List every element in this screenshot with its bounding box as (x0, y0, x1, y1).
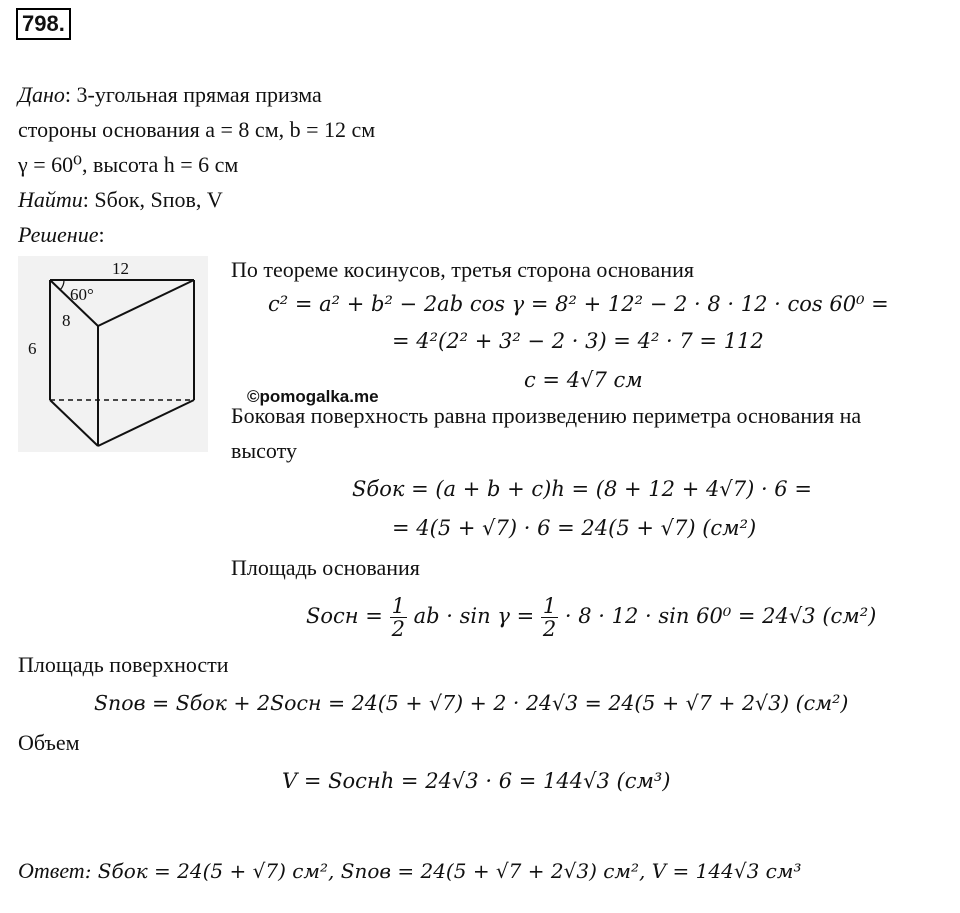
given-line-2: стороны основания a = 8 см, b = 12 см (18, 117, 376, 142)
fraction-denominator-2: 2 (542, 617, 557, 641)
solution-colon: : (98, 222, 105, 247)
equation-base-lhs: Sосн = (306, 604, 383, 628)
given-line-3: γ = 60⁰, высота h = 6 см (18, 152, 239, 177)
fraction-one-half (390, 595, 407, 640)
given-text: : 3-угольная прямая призма (64, 82, 322, 107)
solution-line (18, 222, 105, 248)
answer-line (18, 858, 801, 884)
fraction-one-half-2 (541, 595, 558, 640)
given-label: Дано (18, 82, 65, 107)
equation-volume: V = Sоснh = 24√3 · 6 = 144√3 (см³) (282, 769, 671, 793)
equation-surface: Sпов = Sбок + 2Sосн = 24(5 + √7) + 2 · 24√3 = 24(5 + √7 + 2√3) (см²) (94, 691, 849, 715)
find-label: Найти (18, 187, 83, 212)
answer-label: Ответ (18, 858, 85, 883)
figure-label-angle: 60° (70, 285, 94, 304)
solution-label: Решение (18, 222, 99, 247)
equation-c-1: c² = a² + b² − 2ab cos γ = 8² + 12² − 2 · 8 · 12 · cos 60⁰ = (268, 292, 889, 316)
equation-base-mid: ab · sin γ = (413, 604, 535, 628)
fraction-numerator: 1 (391, 594, 405, 618)
figure-label-height: 6 (28, 339, 37, 358)
figure-label-side: 8 (62, 311, 71, 330)
problem-number: 798. (16, 8, 71, 40)
equation-lateral-2: = 4(5 + √7) · 6 = 24(5 + √7) (см²) (392, 516, 757, 540)
find-value: : Sбок, Sпов, V (82, 187, 223, 212)
surface-intro: Площадь поверхности (18, 652, 229, 677)
equation-c-2: = 4²(2² + 3² − 2 · 3) = 4² · 7 = 112 (392, 329, 764, 353)
lateral-intro-1: Боковая поверхность равна произведению периметра основания на (231, 403, 862, 428)
fraction-denominator: 2 (391, 617, 405, 641)
lateral-intro-2: высоту (231, 438, 297, 463)
prism-figure (18, 256, 208, 452)
figure-label-top: 12 (112, 259, 129, 278)
fraction-numerator-2: 1 (542, 594, 557, 618)
watermark: ©pomogalka.me (247, 387, 379, 406)
volume-intro: Объем (18, 730, 80, 755)
equation-c-3: c = 4√7 см (524, 368, 643, 392)
given-line-1 (18, 82, 322, 108)
find-line (18, 187, 223, 213)
base-intro: Площадь основания (231, 555, 420, 580)
equation-base (306, 590, 876, 642)
cosine-intro: По теореме косинусов, третья сторона основания (231, 257, 694, 282)
equation-base-rhs: · 8 · 12 · sin 60⁰ = 24√3 (см²) (564, 604, 877, 628)
equation-lateral-1: Sбок = (a + b + c)h = (8 + 12 + 4√7) · 6 = (352, 477, 812, 501)
answer-value: : Sбок = 24(5 + √7) см², Sпов = 24(5 + √7 + 2√3) см², V = 144√3 см³ (84, 859, 802, 883)
